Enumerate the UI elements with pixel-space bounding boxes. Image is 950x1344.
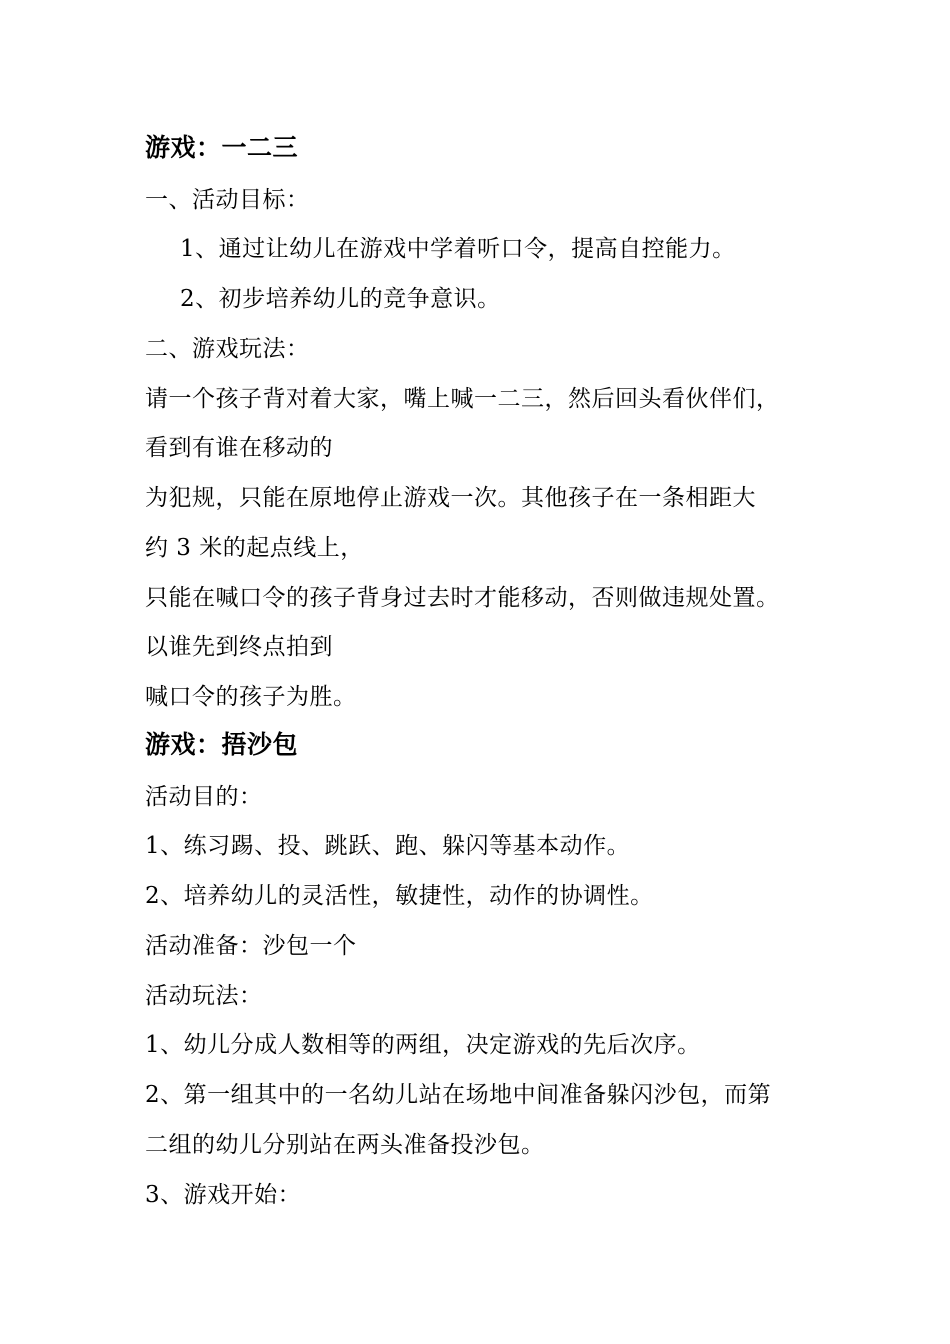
purpose-item-1: 1、练习踢、投、跳跃、跑、躲闪等基本动作。 — [145, 833, 631, 859]
goal-item-2: 2、初步培养幼儿的竞争意识。 — [180, 286, 501, 312]
section-title-sandbag: 游戏：捂沙包 — [145, 730, 299, 759]
sandbag-play-heading: 活动玩法： — [145, 983, 263, 1009]
purpose-heading: 活动目的： — [145, 784, 263, 810]
preparation-line: 活动准备：沙包一个 — [145, 933, 357, 959]
play-heading: 二、游戏玩法： — [145, 336, 310, 362]
step-2: 2、第一组其中的一名幼儿站在场地中间准备躲闪沙包，而第 — [145, 1082, 772, 1108]
step-1: 1、幼儿分成人数相等的两组，决定游戏的先后次序。 — [145, 1032, 701, 1058]
goal-heading: 一、活动目标： — [145, 187, 310, 213]
play-line-1: 请一个孩子背对着大家，嘴上喊一二三，然后回头看伙伴们， — [145, 386, 780, 412]
purpose-item-2: 2、培养幼儿的灵活性，敏捷性，动作的协调性。 — [145, 883, 654, 909]
step-2-continued: 二组的幼儿分别站在两头准备投沙包。 — [145, 1132, 545, 1158]
play-line-2: 看到有谁在移动的 — [145, 435, 333, 461]
play-line-5: 只能在喊口令的孩子背身过去时才能移动，否则做违规处置。 — [145, 585, 780, 611]
goal-item-1: 1、通过让幼儿在游戏中学着听口令，提高自控能力。 — [180, 236, 736, 262]
play-line-6: 以谁先到终点拍到 — [145, 634, 333, 660]
play-line-4: 约 3 米的起点线上， — [145, 535, 364, 561]
section-title-yi-er-san: 游戏：一二三 — [145, 133, 299, 162]
step-3: 3、游戏开始： — [145, 1182, 302, 1208]
play-line-7: 喊口令的孩子为胜。 — [145, 684, 357, 710]
play-line-3: 为犯规，只能在原地停止游戏一次。其他孩子在一条相距大 — [145, 485, 756, 511]
